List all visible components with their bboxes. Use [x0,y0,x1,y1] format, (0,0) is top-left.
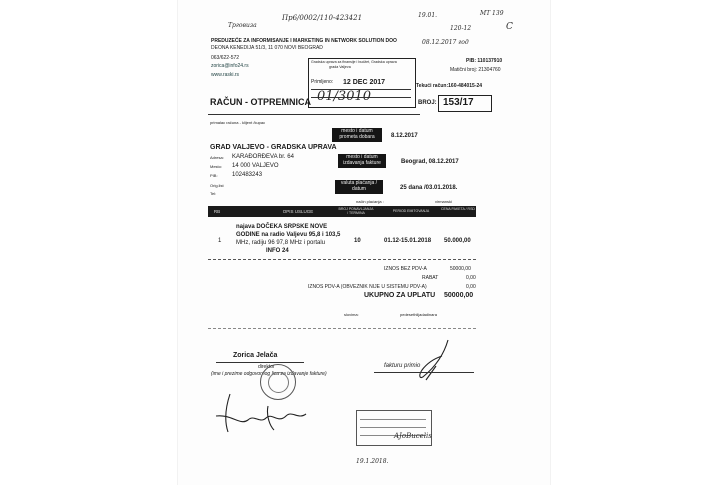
buyer-caption: primalac računa - klijent /kupac [210,120,266,125]
received-caption: fakturu primio [384,363,421,369]
handwritten-note: Трговиза [228,22,257,29]
seller-phone: 063/622-572 [211,55,240,61]
header-period: PERIOD EMITOVANJA [392,209,430,213]
seller-address: DEONA KENEDIJA 51/3, 11 070 NOVI BEOGRAD [211,45,323,51]
invoice-number-label: BROJ: [418,100,437,106]
header-count: BROJ PONAVLJANJA / TERMINA [338,207,374,215]
due-date-label: valuta plaćanja / datum [335,180,383,194]
row-price: 50.000,00 [444,238,471,244]
issuer-caption: (ime i prezime odgovornog lica za izdavanje fakture) [211,371,327,377]
issuer-name: Zorica Jelača [233,352,278,359]
amount-in-words: pedesethiljadadinara [400,312,437,317]
signature-received-icon [406,336,456,386]
issue-date-label: mesto i datum izdavanja fakture [338,154,386,168]
handwritten-code-2: 120-12 [450,25,472,32]
signature-right: AJoBucelis [394,432,432,440]
seller-web: www.raski.rs [211,72,240,78]
row-period: 01.12-15.01.2018 [384,238,432,244]
handwritten-date-2: 08.12.2017 год [422,39,469,46]
vat-label: IZNOS PDV-A (OBVEZNIK NIJE U SISTEMU PDV-A) [308,284,427,290]
seller-mb: Matični broj: 21304760 [450,67,501,73]
handwritten-reference: Пр6/0002/110-423421 [282,14,363,22]
handwritten-code: MT 139 [480,10,504,17]
net-amount: 50000,00 [450,266,471,272]
seller-name: PREDUZEĆE ZA INFORMISANJE I MARKETING IN NETWORK SOLUTION DOO [211,38,397,44]
row-desc-3: MHz, radiju 96 97,8 MHz i portalu [236,240,326,246]
row-desc-2: GODINE na radio Valjevu 95,8 i 103,5 [236,232,341,238]
delivery-date-label: mesto i datum prometa dobara [332,128,382,142]
due-date: 25 dana /03.01.2018. [400,185,458,191]
seller-email: zorica@info24.rs [211,63,249,69]
received-stamp: Gradska uprava za finansije i budžet, Gradska uprava grada Valjeva Primljeno: 12 DEC 2017 01/3010 [308,58,416,108]
row-rb: 1 [218,238,222,244]
signature-left-icon [208,386,328,446]
header-description: OPIS USLUGE [282,209,314,214]
seller-account: Tekući račun:160-484015-24 [416,83,483,89]
handwritten-letter: C [506,22,513,32]
handwritten-date: 19.01. [418,12,438,19]
buyer-address: KARAĐORĐEVA br. 64 [232,154,294,160]
total-amount: 50000,00 [444,292,474,299]
payment-method: virmanski [435,199,452,204]
received-date: 12 DEC 2017 [343,79,386,86]
issuer-role: direktor [258,364,275,370]
issue-date: Beograd, 08.12.2017 [401,159,459,165]
discount-label: RABAT [422,275,439,281]
seller-pib: PIB: 110137910 [466,58,503,64]
signature-left-text [228,420,271,428]
header-rb: RB [213,209,221,214]
handwritten-reg-number: 01/3010 [317,89,372,104]
table-header [208,206,476,217]
approval-stamp [356,410,432,446]
buyer-city: 14 000 VALJEVO [232,163,279,169]
buyer-pib: 102483243 [232,172,263,178]
bottom-date: 19.1.2018. [356,458,389,465]
vat-amount: 0,00 [466,284,476,290]
discount-amount: 0,00 [466,275,476,281]
buyer-name: GRAD VALJEVO - GRADSKA UPRAVA [210,144,337,151]
invoice-page: Пр6/0002/110-423421 Трговиза 19.01. MT 139 120-12 08.12.2017 год C PREDUZEĆE ZA INFORMISANJE I MARKETING IN NETWORK SOLUTION DOO DEONA KENEDIJA 51/3, 11 070 NOVI BEOGRAD 063/622-572 zorica@info24.rs www.raski.rs PIB: 110137910 Matični broj: 21304760 Gradska uprava za finansije i budžet, Gradska uprava grada Valjeva Primljeno: 12 DEC 2017 01/3010 Tekući račun:160-484015-24 RAČUN - OTPREMNICA BROJ: 153/17 primalac računa - klijent /kupac GRAD VALJEVO - GRADSKA UPRAVA Adresa: KARAĐORĐEVA br. 64 Mesto: 14 000 VALJEVO PIB: 102483243 Orig.list Tel: mesto i datum prometa dobara 8.12.2017 mesto i datum izdavanja fakture Beograd, 08.12.2017 valuta plaćanja / datum 25 dana /03.01.2018. način plaćanja : virmanski RB OPIS USLUGE BROJ PONAVLJANJA / TERMINA PERIOD EMITOVANJA CENA PAKETA / RSD 1 najava DOČEKA SRPSKE NOVE GODINE na radio Valjevu 95,8 i 103,5 MHz, radiju 96 97,8 MHz i portalu INFO 24 10 01.12-15.01.2018 50.000,00 IZNOS BEZ PDV-A 50000,00 RABAT 0,00 IZNOS PDV-A (OBVEZNIK NIJE U SISTEMU PDV-A) 0,00 UKUPNO ZA UPLATU 50000,00 slovima: pedesethiljadadinara Zorica Jelača direktor (ime i prezime odgovornog lica za izdavanje fakture) fakturu primio AJoBucelis 19.1.2018. [178,0,550,485]
header-price: CENA PAKETA / RSD [441,207,475,211]
row-desc-1: najava DOČEKA SRPSKE NOVE [236,224,328,230]
row-count: 10 [354,238,361,244]
delivery-date: 8.12.2017 [391,133,418,139]
invoice-title: RAČUN - OTPREMNICA [210,97,311,107]
net-label: IZNOS BEZ PDV-A [384,266,427,272]
invoice-number: 153/17 [443,97,474,108]
total-label: UKUPNO ZA UPLATU [364,292,436,299]
row-desc-4: INFO 24 [266,248,289,254]
invoice-number-box [438,95,492,112]
